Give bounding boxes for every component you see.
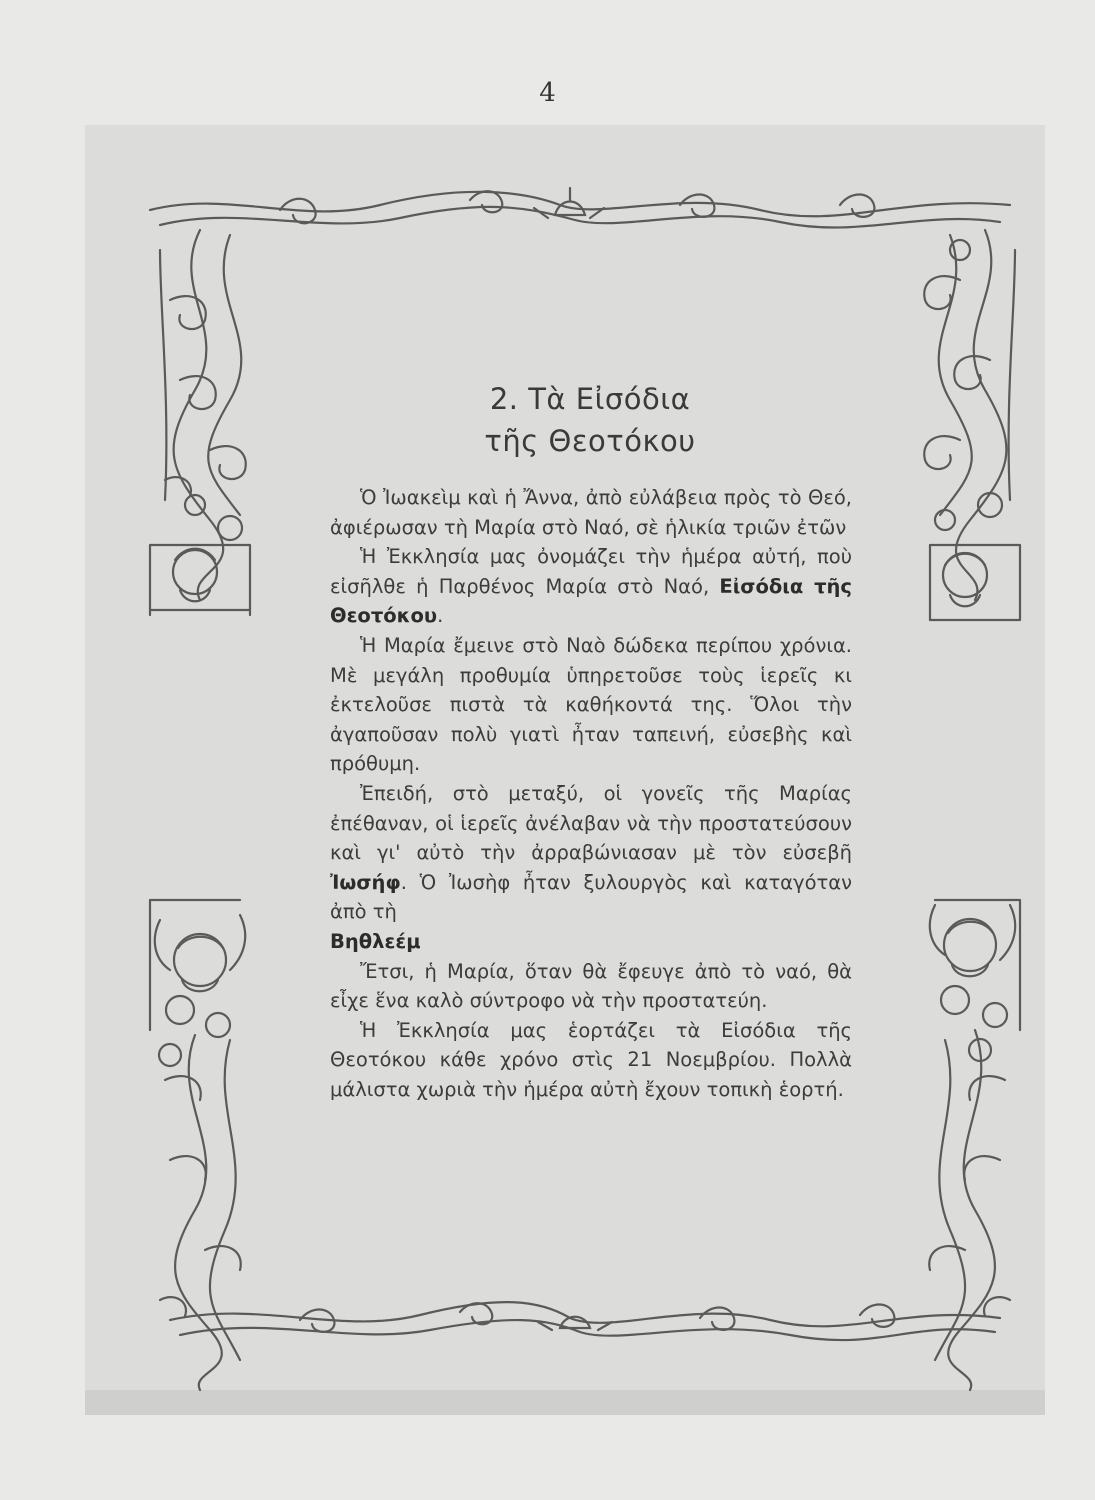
page-number: 4 bbox=[539, 78, 556, 108]
paragraph-3: Ἡ Μαρία ἔμεινε στὸ Ναὸ δώδεκα περίπου χρόνια. Μὲ μεγάλη προθυμία ὑπηρετοῦσε τοὺς ἱερεῖς κι ἐκτελοῦσε πιστὰ τὰ καθήκοντά της. Ὅλοι τὴν ἀγαποῦσαν πολὺ γιατὶ ἦταν ταπεινή, εὐσεβὴς καὶ πρόθυμη. bbox=[330, 633, 852, 776]
paragraph-2: Ἡ Ἐκκλησία μας ὀνομάζει τὴν ἡμέρα αὐτή, ποὺ εἰσῆλθε ἡ Παρθένος Μαρία στὸ Ναό, Εἰσόδια τῆς Θεοτόκου. bbox=[330, 545, 852, 628]
left-lower-vine bbox=[175, 1035, 222, 1390]
paragraph-1: Ὁ Ἰωακεὶμ καὶ ἡ Ἄννα, ἀπὸ εὐλάβεια πρὸς τὸ Θεό, ἀφιέρωσαν τὴ Μαρία στὸ Ναό, σὲ ἡλικία τριῶν ἐτῶν bbox=[330, 486, 852, 539]
bold-term-bethlehem: Βηθλεέμ bbox=[330, 929, 421, 953]
bold-term-iosif: Ἰωσήφ bbox=[330, 870, 401, 894]
title-line-2: τῆς Θεοτόκου bbox=[484, 424, 696, 458]
top-vine-ornament bbox=[150, 192, 1010, 216]
paragraph-6: Ἡ Ἐκκλησία μας ἑορτάζει τὰ Εἰσόδια τῆς Θεοτόκου κάθε χρόνο στὶς 21 Νοεμβρίου. Πολλὰ μάλιστα χωριὰ τὴν ἡμέρα αὐτὴ ἔχουν τοπικὴ ἑορτή. bbox=[330, 1018, 852, 1101]
body-text bbox=[330, 483, 852, 1104]
bold-term-eisodia: Εἰσόδια τῆς Θεοτόκου bbox=[330, 574, 852, 628]
title-line-1: 2. Τὰ Εἰσόδια bbox=[489, 382, 691, 416]
paragraph-4: Ἐπειδή, στὸ μεταξύ, οἱ γονεῖς τῆς Μαρίας ἐπέθαναν, οἱ ἱερεῖς ἀνέλαβαν νὰ τὴν προστατεύσουν καὶ γι' αὐτὸ τὴν ἀρραβώνιασαν μὲ τὸν εὐσεβῆ Ἰωσήφ. Ὁ Ἰωσὴφ ἦταν ξυλουργὸς καὶ καταγόταν ἀπὸ τὴ Βηθλεέμ bbox=[330, 781, 852, 953]
paragraph-5: Ἔτσι, ἡ Μαρία, ὅταν θὰ ἔφευγε ἀπὸ τὸ ναό, θὰ εἶχε ἕνα καλὸ σύντροφο νὰ τὴν προστατεύη. bbox=[330, 959, 852, 1013]
